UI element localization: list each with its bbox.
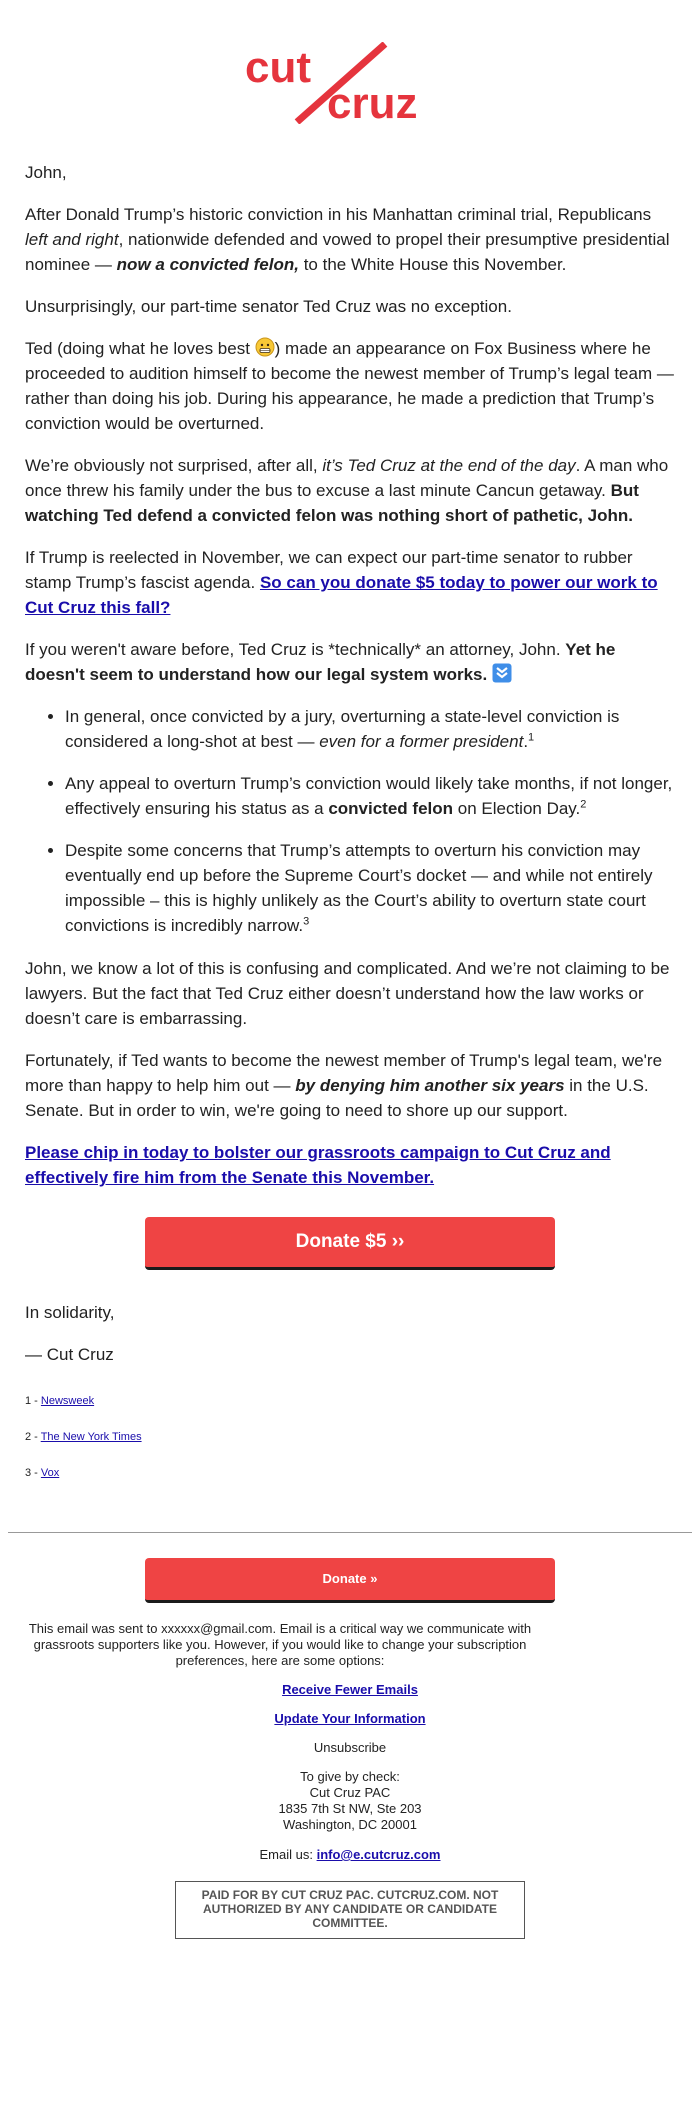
mailing-address xyxy=(0,1769,700,1833)
list-item: • In general, once convicted by a jury, overturning a state-level conviction is considered a long-shot at best — even for a former president.$^1$ xyxy=(65,704,675,754)
double-down-arrow-icon xyxy=(492,663,512,683)
cut-cruz-logo xyxy=(245,42,455,124)
paragraph-1: After Donald Trump’s historic conviction in his Manhattan criminal trial, Republicans left and right, nationwide defended and vowed to propel their presumptive presidential nominee — now a convicted felon, to the White House this November. xyxy=(25,205,670,274)
paid-for-disclaimer: PAID FOR BY CUT CRUZ PAC. CUTCRUZ.COM. NOT AUTHORIZED BY ANY CANDIDATE OR CANDIDATE COMMITTEE. xyxy=(175,1881,525,1939)
fewer-emails-row xyxy=(0,1682,700,1698)
salutation: John, xyxy=(25,163,67,182)
paragraph-6: If you weren't aware before, Ted Cruz is *technically* an attorney, John. Yet he doesn't seem to understand how our legal system works. xyxy=(25,640,616,684)
grimacing-face-icon xyxy=(255,337,275,357)
subscription-notice: This email was sent to xxxxxx@gmail.com. Email is a critical way we communicate with grassroots supporters like you. However, if you would like to change your subscription preferences, here are some options: xyxy=(28,1621,532,1668)
email-container xyxy=(0,42,700,1480)
footer xyxy=(0,1558,700,1939)
reference-3: 3 - Vox xyxy=(25,1467,60,1479)
paragraph-5: If Trump is reelected in November, we can expect our part-time senator to rubber stamp Trump’s fascist agenda. So can you donate $5 today to power our work to Cut Cruz this fall? xyxy=(25,548,658,617)
logo-word-cruz: cruz xyxy=(327,79,418,124)
reference-link-vox[interactable]: Vox xyxy=(40,1467,60,1479)
paragraph-4: We’re obviously not surprised, after all, it’s Ted Cruz at the end of the day. A man who once threw his family under the bus to excuse a last minute Cancun getaway. But watching Ted defend a convicted felon was nothing short of pathetic, John. xyxy=(25,456,669,525)
receive-fewer-emails-link[interactable]: Receive Fewer Emails xyxy=(282,1682,418,1697)
paragraph-9 xyxy=(25,1140,675,1190)
reference-1: 1 - Newsweek xyxy=(25,1395,95,1407)
list-item: • Any appeal to overturn Trump’s conviction would likely take months, if not longer, effectively ensuring his status as a convicted felon on Election Day.$^2$ xyxy=(65,771,675,821)
legal-facts-list xyxy=(25,704,675,938)
check-label: To give by check: xyxy=(300,1769,400,1784)
donate-button-wrap xyxy=(25,1217,675,1270)
email-us-row: Email us: info@e.cutcruz.com xyxy=(259,1847,441,1862)
footer-donate-wrap xyxy=(0,1558,700,1603)
email-us-link[interactable]: info@e.cutcruz.com xyxy=(316,1847,441,1862)
paragraph-8: Fortunately, if Ted wants to become the newest member of Trump's legal team, we're more than happy to help him out — by denying him another six years in the U.S. Senate. But in order to win, we're going to need to shore up our support. xyxy=(25,1051,663,1120)
reference-link-newsweek[interactable]: Newsweek xyxy=(40,1395,95,1407)
check-street: 1835 7th St NW, Ste 203 xyxy=(278,1801,422,1816)
footer-divider xyxy=(8,1532,692,1533)
update-info-row xyxy=(0,1711,700,1727)
logo-word-cut: cut xyxy=(245,43,311,92)
chip-in-link[interactable]: Please chip in today to bolster our grassroots campaign to Cut Cruz and effectively fire him from the Senate this November. xyxy=(25,1143,611,1187)
update-information-link[interactable]: Update Your Information xyxy=(274,1711,426,1726)
signature: — Cut Cruz xyxy=(25,1345,114,1364)
paragraph-2: Unsurprisingly, our part-time senator Ted Cruz was no exception. xyxy=(25,297,512,316)
closing: In solidarity, xyxy=(25,1303,115,1322)
check-city: Washington, DC 20001 xyxy=(283,1817,417,1832)
paragraph-3: Ted (doing what he loves best ) made an appearance on Fox Business where he proceeded to audition himself to become the newest member of Trump’s legal team — rather than doing his job. During his appearance, he made a prediction that Trump’s conviction would be overturned. xyxy=(25,339,674,433)
unsubscribe-row xyxy=(0,1740,700,1756)
check-name: Cut Cruz PAC xyxy=(309,1785,391,1800)
reference-link-nyt[interactable]: The New York Times xyxy=(40,1431,142,1443)
reference-2: 2 - The New York Times xyxy=(25,1431,142,1443)
footer-donate-button[interactable]: Donate » xyxy=(145,1558,555,1603)
list-item: • Despite some concerns that Trump’s attempts to overturn his conviction may eventually end up before the Supreme Court’s docket — and while not entirely impossible – this is highly unlikely as the Court’s ability to overturn state court convictions is incredibly narrow.$^3$ xyxy=(65,838,675,938)
donate-five-link[interactable]: So can you donate $5 today to power our work to Cut Cruz this fall? xyxy=(25,573,658,617)
unsubscribe-link[interactable]: Unsubscribe xyxy=(313,1740,387,1755)
paragraph-7: John, we know a lot of this is confusing and complicated. And we’re not claiming to be lawyers. But the fact that Ted Cruz either doesn’t understand how the law works or doesn’t care is embarrassing. xyxy=(25,959,670,1028)
donate-five-button[interactable]: Donate $5 ›› xyxy=(145,1217,555,1270)
